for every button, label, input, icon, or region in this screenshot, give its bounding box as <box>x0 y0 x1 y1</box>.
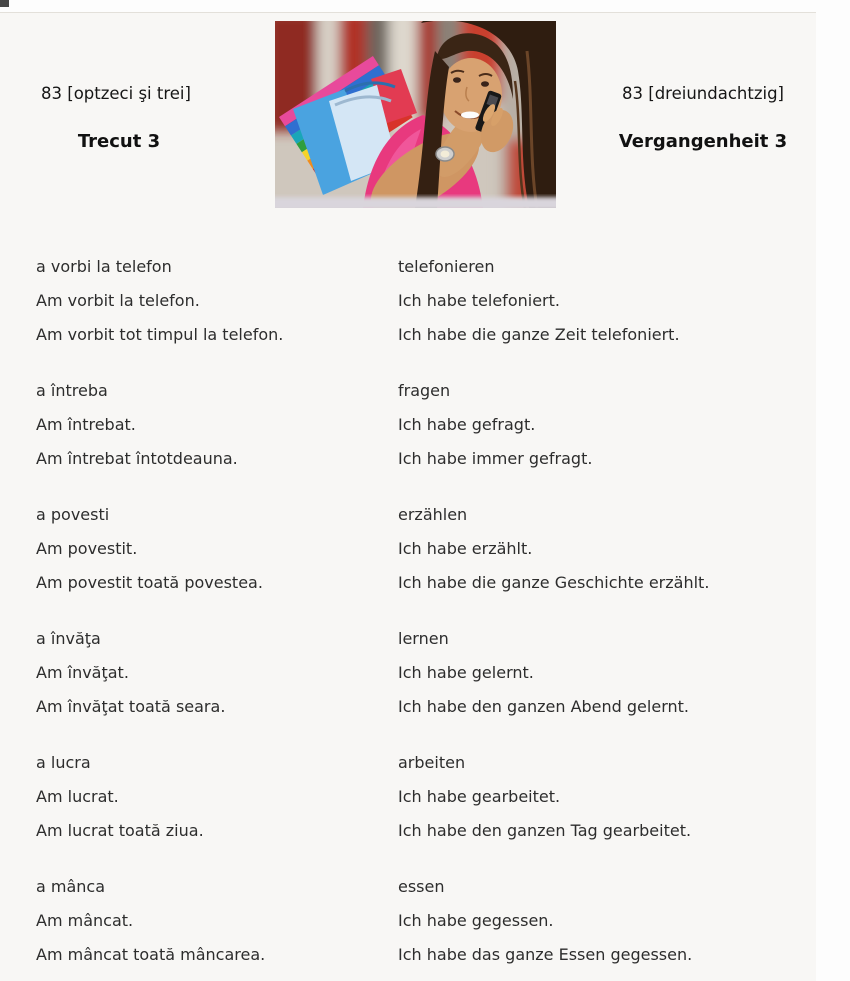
phrase-line-romanian: a povesti <box>36 505 110 524</box>
phrase-line-romanian: Am învăţat. <box>36 663 129 682</box>
lesson-row <box>36 870 709 972</box>
german-cell <box>398 622 689 724</box>
phrase-line-german: Ich habe den ganzen Abend gelernt. <box>398 697 689 716</box>
phrase-line-romanian: Am povestit. <box>36 539 138 558</box>
phrase-line-romanian: Am vorbit tot timpul la telefon. <box>36 325 284 344</box>
page-number-romanian: 83 [optzeci şi trei] <box>41 84 191 103</box>
phrase-line-romanian: a întreba <box>36 381 108 400</box>
phrase-list <box>36 250 709 981</box>
phrase-line-romanian: Am mâncat toată mâncarea. <box>36 945 266 964</box>
phrase-line-german: Ich habe immer gefragt. <box>398 449 593 468</box>
phrase-line-german: Ich habe telefoniert. <box>398 291 560 310</box>
german-cell <box>398 498 709 600</box>
phrase-line-romanian: Am întrebat. <box>36 415 136 434</box>
header-photo <box>275 21 556 208</box>
romanian-cell <box>36 622 398 724</box>
phrase-line-romanian: Am învăţat toată seara. <box>36 697 226 716</box>
phrase-line-german: Ich habe die ganze Zeit telefoniert. <box>398 325 680 344</box>
phrase-line-german: Ich habe gefragt. <box>398 415 536 434</box>
romanian-cell <box>36 746 398 848</box>
phrase-line-romanian: Am povestit toată povestea. <box>36 573 263 592</box>
phrase-line-german: Ich habe das ganze Essen gegessen. <box>398 945 693 964</box>
lesson-row <box>36 746 709 848</box>
lesson-row <box>36 498 709 600</box>
phrase-line-german: lernen <box>398 629 449 648</box>
phrase-line-romanian: a mânca <box>36 877 106 896</box>
phrase-line-german: Ich habe erzählt. <box>398 539 533 558</box>
phrase-line-german: Ich habe gelernt. <box>398 663 534 682</box>
romanian-cell <box>36 250 398 352</box>
phrase-line-romanian: Am vorbit la telefon. <box>36 291 200 310</box>
romanian-cell <box>36 498 398 600</box>
photo-floor-strip <box>275 197 556 208</box>
romanian-cell <box>36 870 398 972</box>
phrase-line-german: Ich habe die ganze Geschichte erzählt. <box>398 573 710 592</box>
lesson-row <box>36 250 709 352</box>
phrase-line-romanian: a vorbi la telefon <box>36 257 172 276</box>
phrase-line-german: Ich habe gearbeitet. <box>398 787 561 806</box>
lesson-title-german: Vergangenheit 3 <box>618 131 788 152</box>
romanian-cell <box>36 374 398 476</box>
phrase-line-romanian: a învăţa <box>36 629 101 648</box>
phrase-line-german: Ich habe gegessen. <box>398 911 554 930</box>
german-cell <box>398 746 691 848</box>
page-corner-mark <box>0 0 9 7</box>
phrase-line-german: fragen <box>398 381 451 400</box>
phrase-line-german: telefonieren <box>398 257 495 276</box>
phrase-line-german: erzählen <box>398 505 468 524</box>
phrase-line-romanian: Am lucrat toată ziua. <box>36 821 204 840</box>
phrase-line-romanian: a lucra <box>36 753 91 772</box>
lesson-row <box>36 622 709 724</box>
german-cell <box>398 250 680 352</box>
phrase-line-german: essen <box>398 877 445 896</box>
phrase-line-romanian: Am lucrat. <box>36 787 119 806</box>
phrase-line-german: Ich habe den ganzen Tag gearbeitet. <box>398 821 692 840</box>
page-number-german: 83 [dreiundachtzig] <box>622 84 784 103</box>
phrase-line-romanian: Am întrebat întotdeauna. <box>36 449 238 468</box>
german-cell <box>398 870 692 972</box>
lesson-title-romanian: Trecut 3 <box>77 131 161 152</box>
wristwatch <box>436 147 454 161</box>
german-cell <box>398 374 592 476</box>
phrase-line-german: arbeiten <box>398 753 466 772</box>
lesson-row <box>36 374 709 476</box>
phrase-line-romanian: Am mâncat. <box>36 911 134 930</box>
